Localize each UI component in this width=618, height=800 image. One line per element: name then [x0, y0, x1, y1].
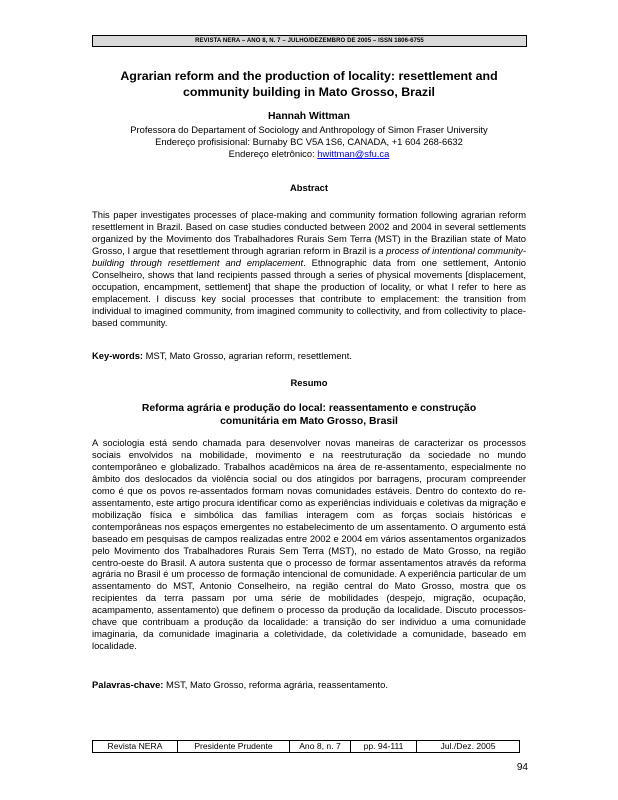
palavras-chave-label: Palavras-chave:	[92, 679, 164, 690]
resumo-title-line-1: Reforma agrária e produção do local: reassentamento e construção	[141, 403, 477, 414]
resumo-title-line-2: comunitária em Mato Grosso, Brasil	[220, 416, 398, 427]
article-title-line-1: Agrarian reform and the production of locality: resettlement and	[120, 69, 498, 83]
palavras-chave-list: MST, Mato Grosso, reforma agrária, reassentamento.	[163, 679, 388, 690]
resumo-keywords	[92, 679, 526, 691]
abstract-heading: Abstract	[289, 182, 329, 193]
abstract-keywords	[92, 350, 526, 362]
footer-cell-date: Jul./Dez. 2005	[417, 741, 520, 753]
article-title-line-2: community building in Mato Grosso, Brazil	[183, 85, 435, 99]
footer-cell-volume: Ano 8, n. 7	[290, 741, 351, 753]
author-email-link[interactable]: hwittman@sfu.ca	[317, 148, 390, 159]
resumo-title	[80, 402, 538, 428]
running-header: REVISTA NERA – ANO 8, N. 7 – JULHO/DEZEMBRO DE 2005 – ISSN 1806-6755	[92, 35, 527, 47]
resumo-text: A sociologia está sendo chamada para desenvolver novas maneiras de caracterizar os processos sociais envolvidos na mobilidade, movimento e na reestruturação da sociedade no mundo contemporâneo e globalizado. Trabalhos acadêmicos na área de re-assentamento, especialmente no âmbito dos deslocados da violência social ou dos atingidos por barragens, procuram compreender como é que os povos re-assentados formam novas comunidades estáveis. Dentro do contexto do re-assentamento, este artigo procura identificar como as experiências individuais e coletivas da migração e mobilização física e simbólica das famílias interagem com as forças sociais históricas e contemporâneas nos espaços emergentes no estabelecimento de um assentamento. O argumento está baseado em pesquisas de campos realizadas entre 2002 e 2004 em vários assentamentos organizados pelo Movimento dos Trabalhadores Rurais Sem Terra (MST), no estado de Mato Grosso, na região centro-oeste do Brasil. A autora sustenta que o processo de formar assentamentos através da reforma agrária no Brasil é um processo de formação intencional de comunidade. A experiência particular de um assentamento do MST, Antonio Conselheiro, na região central do Mato Grosso, mostra que os recipientes da terra passam por uma série de mobilidades (despejo, migração, ocupação, acampamento, assentamento) que definem o processo da produção da localidade. Discuto processos-chave que contribuam a produção da localidade: a transição do ser individuo a uma comunidade imaginaria, da comunidade imaginaria a coletividade, da coletividade a comunidade, baseado em localidade.	[92, 437, 526, 652]
footer-cell-city: Presidente Prudente	[178, 741, 290, 753]
abstract-text	[92, 209, 526, 329]
footer-cell-journal: Revista NERA	[93, 741, 178, 753]
email-label: Endereço eletrônico:	[228, 148, 318, 159]
citation-footer-table	[92, 740, 520, 753]
footer-cell-pages: pp. 94-111	[351, 741, 417, 753]
author-address: Endereço profisisional: Burnaby BC V5A 1S6, CANADA, +1 604 268-6632	[155, 136, 463, 147]
abstract-text-part-2: . Ethnographic data from one settlement, Antonio Conselheiro, shows that land recipients passed through a series of physical movements [displacement, occupation, encampment, settlement] that shape the production of locality, or what I refer to here as emplacement. I discuss key social processes that contribute to emplacement: the transition from individual to imagined community, from imagined community to collectivity, and from collectivity to place-based community.	[92, 256, 526, 328]
abstract-text-italic: a process of intentional community-building through resettlement and emplacement	[92, 244, 526, 268]
article-title	[80, 68, 538, 100]
author-email-line	[70, 148, 548, 160]
page-number: 94	[516, 762, 528, 773]
keywords-list: MST, Mato Grosso, agrarian reform, resettlement.	[143, 350, 352, 361]
abstract-text-part-1: This paper investigates processes of place-making and community formation following agrarian reform resettlement in Brazil. Based on case studies conducted between 2002 and 2004 in several settlements organized by the Movimento dos Trabalhadores Rurais Sem Terra (MST) in the Brazilian state of Mato Grosso, I argue that resettlement through agrarian reform in Brazil is	[92, 209, 526, 256]
citation-footer-row	[93, 741, 520, 753]
resumo-heading: Resumo	[290, 377, 328, 388]
keywords-label: Key-words:	[92, 350, 144, 361]
author-name: Hannah Wittman	[268, 111, 350, 122]
author-affiliation: Professora do Departament of Sociology and Anthropology of Simon Fraser University	[130, 124, 488, 135]
